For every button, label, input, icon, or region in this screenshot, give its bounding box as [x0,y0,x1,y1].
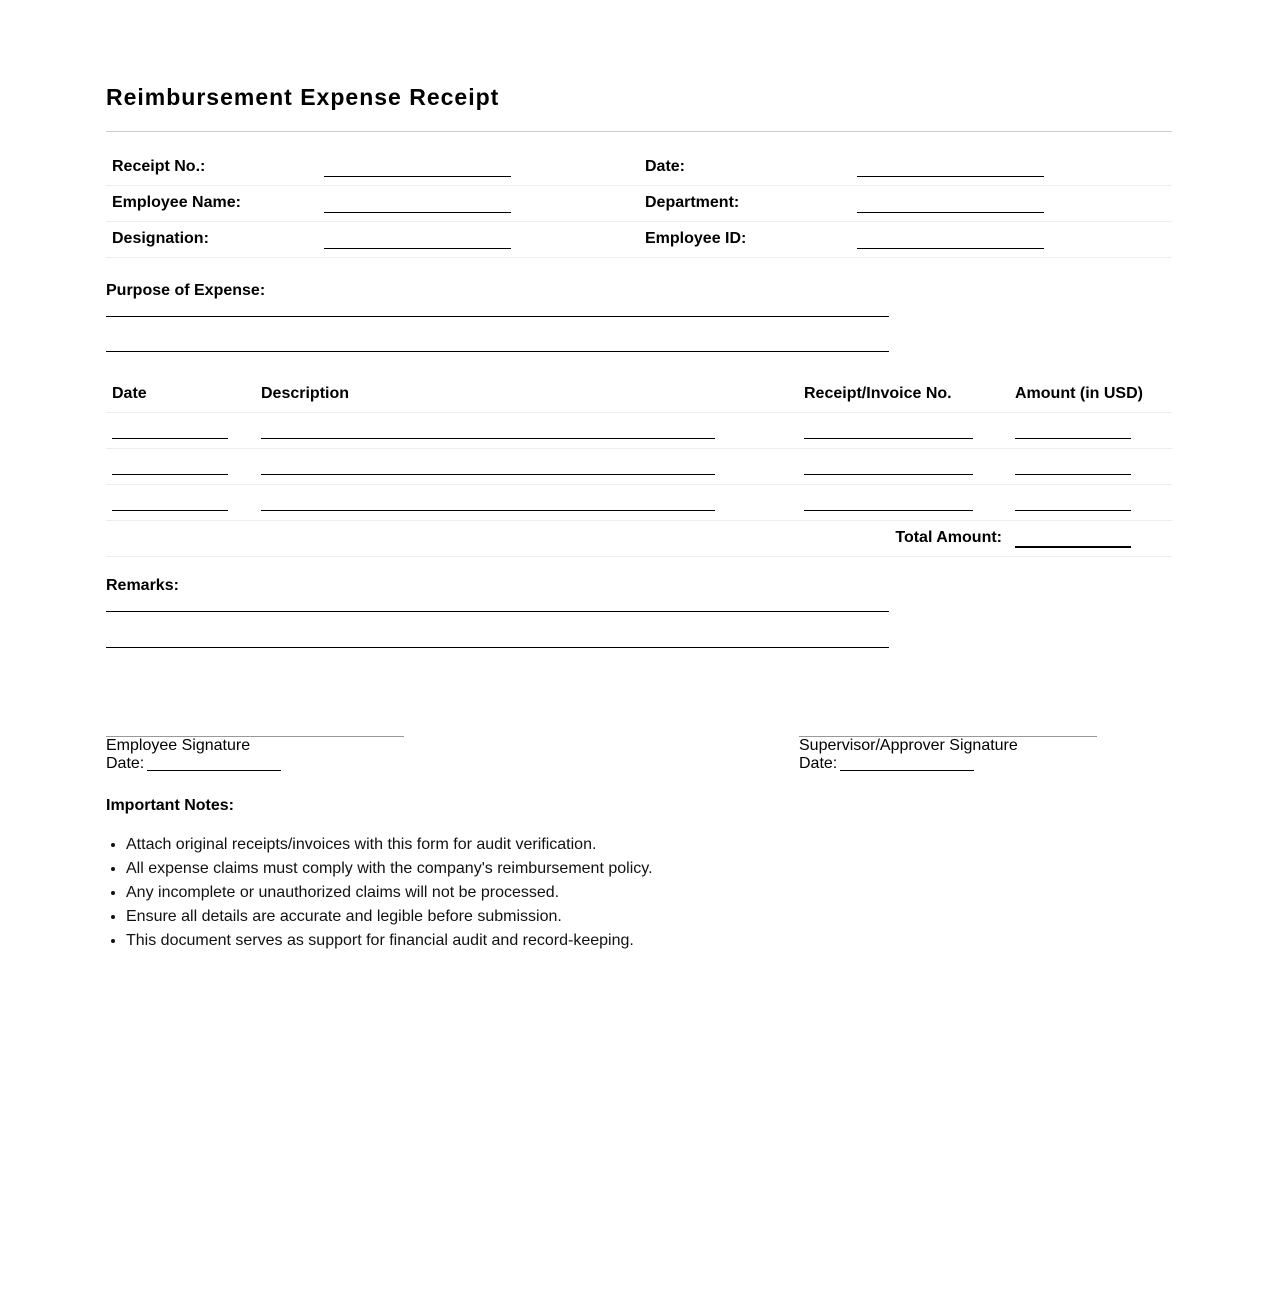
row-description-field[interactable] [261,474,715,475]
receipt-no-label: Receipt No.: [112,158,206,175]
row-amount-field[interactable] [1015,474,1131,475]
date-field[interactable] [857,176,1044,177]
page-title: Reimbursement Expense Receipt [106,84,500,110]
employee-date-row [106,755,404,773]
employee-name-label: Employee Name: [112,194,241,211]
row-receipt-field[interactable] [804,438,973,439]
employee-signature-block [106,736,404,773]
info-table [106,150,1172,258]
notes-title: Important Notes: [106,797,234,814]
department-field[interactable] [857,212,1044,213]
table-row [106,449,1172,485]
department-label: Department: [645,194,740,211]
row-amount-field[interactable] [1015,510,1131,511]
info-row-employee [106,186,1172,222]
expense-table [106,377,1172,557]
remarks-label: Remarks: [106,577,179,594]
supervisor-signature-label: Supervisor/Approver Signature [799,737,1018,754]
table-row [106,413,1172,449]
employee-name-field[interactable] [324,212,511,213]
employee-date-label: Date: [106,755,145,772]
supervisor-date-field[interactable] [840,770,974,771]
col-date: Date [112,385,147,402]
total-row [106,521,1172,557]
employee-date-field[interactable] [147,770,281,771]
purpose-line-1[interactable] [106,316,889,317]
total-amount-label: Total Amount: [895,529,1002,546]
row-description-field[interactable] [261,438,715,439]
total-amount-field[interactable] [1015,546,1131,548]
notes-list [106,833,653,953]
remarks-line-2[interactable] [106,647,889,648]
receipt-no-field[interactable] [324,176,511,177]
list-item: • Ensure all details are accurate and legible before submission. [126,905,653,929]
date-label: Date: [645,158,686,175]
col-description: Description [261,385,350,402]
supervisor-date-label: Date: [799,755,838,772]
supervisor-signature-block [799,736,1097,773]
row-receipt-field[interactable] [804,474,973,475]
row-date-field[interactable] [112,510,228,511]
supervisor-date-row [799,755,1097,773]
designation-label: Designation: [112,230,209,247]
row-date-field[interactable] [112,438,228,439]
list-item: • Attach original receipts/invoices with this form for audit verification. [126,833,653,857]
row-receipt-field[interactable] [804,510,973,511]
table-row [106,485,1172,521]
row-description-field[interactable] [261,510,715,511]
info-row-receipt [106,150,1172,186]
list-item: • This document serves as support for financial audit and record-keeping. [126,929,653,953]
col-receipt-invoice: Receipt/Invoice No. [804,385,952,402]
row-amount-field[interactable] [1015,438,1131,439]
row-date-field[interactable] [112,474,228,475]
purpose-line-2[interactable] [106,351,889,352]
title-divider [106,131,1172,132]
employee-id-label: Employee ID: [645,230,747,247]
expense-table-header [106,377,1172,413]
remarks-line-1[interactable] [106,611,889,612]
list-item: • Any incomplete or unauthorized claims will not be processed. [126,881,653,905]
purpose-label: Purpose of Expense: [106,282,266,299]
designation-field[interactable] [324,248,511,249]
list-item: • All expense claims must comply with the company's reimbursement policy. [126,857,653,881]
employee-signature-label: Employee Signature [106,737,251,754]
employee-id-field[interactable] [857,248,1044,249]
info-row-designation [106,222,1172,258]
col-amount: Amount (in USD) [1015,385,1143,402]
